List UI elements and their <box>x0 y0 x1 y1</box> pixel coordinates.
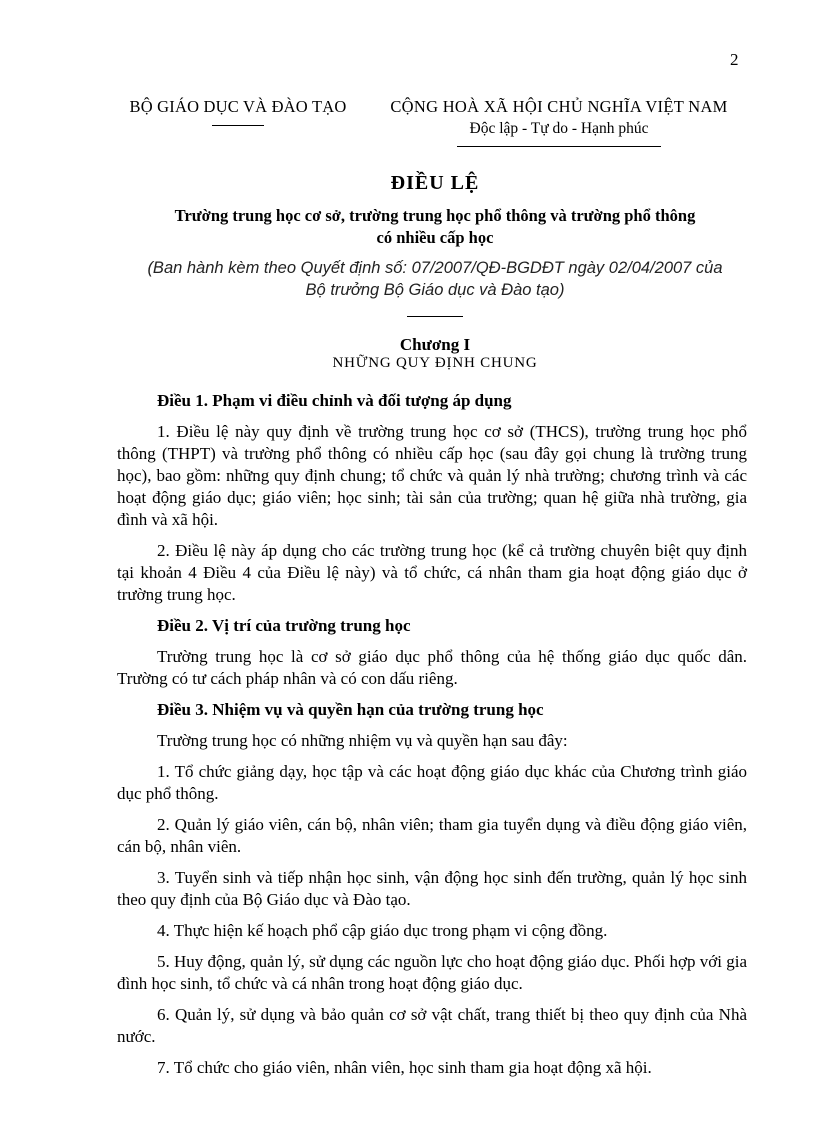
article-3-item-2: 2. Quản lý giáo viên, cán bộ, nhân viên; tham gia tuyển dụng và điều động giáo viên, cán bộ, nhân viên. <box>117 815 747 856</box>
chapter-name: NHỮNG QUY ĐỊNH CHUNG <box>332 355 538 371</box>
page-number: 2 <box>730 50 739 69</box>
article-3-item-7: 7. Tổ chức cho giáo viên, nhân viên, học sinh tham gia hoạt động xã hội. <box>157 1058 652 1077</box>
article-3-item-5: 5. Huy động, quản lý, sử dụng các nguồn lực cho hoạt động giáo dục. Phối hợp với gia đình học sinh, tổ chức và cá nhân trong hoạt động giáo dục. <box>117 952 747 993</box>
document-body <box>117 390 747 1088</box>
ministry-name: BỘ GIÁO DỤC VÀ ĐÀO TẠO <box>129 97 347 116</box>
article-1-clause-2: 2. Điều lệ này áp dụng cho các trường trung học (kể cả trường chuyên biệt quy định tại khoản 4 Điều 4 của Điều lệ này) và tổ chức, cá nhân tham gia hoạt động giáo dục ở trường trung học. <box>117 541 747 604</box>
article-3-item-3: 3. Tuyển sinh và tiếp nhận học sinh, vận động học sinh đến trường, quản lý học sinh theo quy định của Bộ Giáo dục và Đào tạo. <box>117 868 747 909</box>
article-2-heading: Điều 2. Vị trí của trường trung học <box>157 616 411 635</box>
article-2-paragraph: Trường trung học là cơ sở giáo dục phổ thông của hệ thống giáo dục quốc dân. Trường có tư cách pháp nhân và có con dấu riêng. <box>117 647 747 688</box>
article-3-item-6: 6. Quản lý, sử dụng và bảo quản cơ sở vật chất, trang thiết bị theo quy định của Nhà nước. <box>117 1005 747 1046</box>
national-motto: Độc lập - Tự do - Hạnh phúc <box>469 120 649 137</box>
article-3-intro: Trường trung học có những nhiệm vụ và quyền hạn sau đây: <box>157 731 568 750</box>
republic-name: CỘNG HOÀ XÃ HỘI CHỦ NGHĨA VIỆT NAM <box>390 97 728 116</box>
issuance-note-line1: (Ban hành kèm theo Quyết định số: 07/2007/QĐ-BGDĐT ngày 02/04/2007 của <box>147 259 723 277</box>
document-subtitle-line1: Trường trung học cơ sở, trường trung học phổ thông và trường phổ thông <box>174 206 696 225</box>
article-3-heading: Điều 3. Nhiệm vụ và quyền hạn của trường trung học <box>157 700 544 719</box>
document-subtitle-line2: có nhiều cấp học <box>376 228 494 247</box>
article-3-item-4: 4. Thực hiện kế hoạch phổ cập giáo dục trong phạm vi cộng đồng. <box>157 921 608 940</box>
article-1-heading: Điều 1. Phạm vi điều chỉnh và đối tượng áp dụng <box>157 391 512 410</box>
title-divider <box>407 316 463 317</box>
chapter-title: Chương I <box>399 335 471 354</box>
article-3-item-1: 1. Tổ chức giảng dạy, học tập và các hoạt động giáo dục khác của Chương trình giáo dục phổ thông. <box>117 762 747 803</box>
article-1-clause-1: 1. Điều lệ này quy định về trường trung học cơ sở (THCS), trường trung học phổ thông (THPT) và trường phổ thông có nhiều cấp học (sau đây gọi chung là trường trung học), bao gồm: những quy định chung; tổ chức và quản lý nhà trường; chương trình và các hoạt động giáo dục; giáo viên; học sinh; tài sản của trường; quan hệ giữa nhà trường, gia đình và xã hội. <box>117 422 747 529</box>
ministry-header <box>118 97 358 126</box>
issuance-note-line2: Bộ trưởng Bộ Giáo dục và Đào tạo) <box>305 281 565 299</box>
issuance-note <box>100 257 770 301</box>
document-subtitle <box>100 205 770 249</box>
national-header <box>372 97 746 147</box>
motto-underline <box>457 146 661 147</box>
document-title: ĐIỀU LỆ <box>390 172 480 194</box>
ministry-underline <box>212 125 264 126</box>
